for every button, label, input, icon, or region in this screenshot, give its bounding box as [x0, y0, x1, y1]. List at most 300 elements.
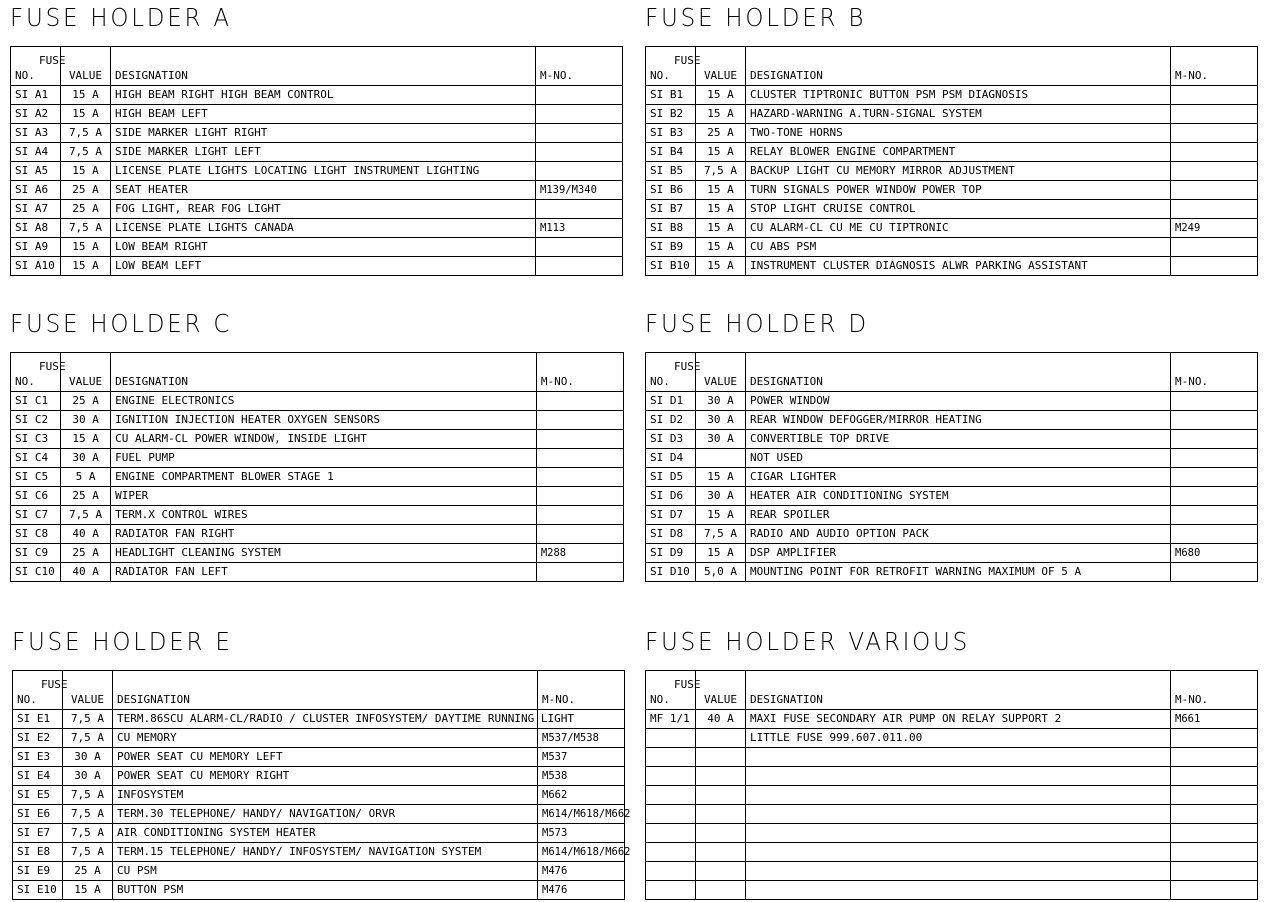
fuse-number-cell: SI A7: [11, 200, 61, 219]
fuse-mno-cell: M113: [536, 219, 623, 238]
fuse-value-cell: 7,5 A: [696, 525, 746, 544]
fuse-designation-cell: [746, 805, 1171, 824]
header-fuse-label: FUSE: [39, 360, 66, 373]
fuse-mno-cell: M288: [536, 544, 623, 563]
fuse-value-cell: 30 A: [696, 411, 746, 430]
table-row: [11, 563, 624, 582]
fuse-mno-cell: [1171, 143, 1258, 162]
fuse-mno-cell: M614/M618/M662: [538, 843, 625, 862]
fuse-number-cell: SI D8: [646, 525, 696, 544]
fuse-holder-a: [10, 4, 624, 272]
fuse-mno-cell: [1171, 449, 1258, 468]
header-fuse-label: FUSE: [674, 360, 701, 373]
fuse-value-cell: 30 A: [696, 392, 746, 411]
fuse-value-cell: 7,5 A: [63, 843, 113, 862]
table-row: [11, 392, 624, 411]
fuse-designation-cell: CLUSTER TIPTRONIC BUTTON PSM PSM DIAGNOSIS: [746, 86, 1171, 105]
fuse-value-cell: 25 A: [61, 181, 111, 200]
fuse-value-cell: 7,5 A: [61, 124, 111, 143]
table-row: [646, 124, 1258, 143]
fuse-value-cell: [696, 843, 746, 862]
header-mno-label: M-NO.: [536, 47, 623, 86]
fuse-value-cell: 5,0 A: [696, 563, 746, 582]
fuse-value-cell: 7,5 A: [63, 729, 113, 748]
table-row: [646, 767, 1258, 786]
fuse-number-cell: SI C6: [11, 487, 61, 506]
fuse-mno-cell: M573: [538, 824, 625, 843]
table-row: [11, 181, 623, 200]
fuse-designation-cell: CU ALARM-CL POWER WINDOW, INSIDE LIGHT: [111, 430, 537, 449]
fuse-mno-cell: [536, 257, 623, 276]
fuse-designation-cell: POWER WINDOW: [746, 392, 1171, 411]
fuse-value-cell: 15 A: [696, 219, 746, 238]
fuse-mno-cell: [1171, 563, 1258, 582]
fuse-designation-cell: RADIATOR FAN LEFT: [111, 563, 537, 582]
fuse-value-cell: 30 A: [61, 449, 111, 468]
fuse-designation-cell: TURN SIGNALS POWER WINDOW POWER TOP: [746, 181, 1171, 200]
fuse-designation-cell: INFOSYSTEM: [113, 786, 538, 805]
table-header-row: [13, 671, 625, 710]
table-row: [646, 563, 1258, 582]
fuse-designation-cell: BUTTON PSM: [113, 881, 538, 900]
fuse-holder-various: [645, 628, 1259, 896]
fuse-number-cell: SI B8: [646, 219, 696, 238]
table-row: [13, 729, 625, 748]
fuse-number-cell: SI E1: [13, 710, 63, 729]
fuse-designation-cell: [746, 824, 1171, 843]
table-row: [11, 411, 624, 430]
fuse-mno-cell: M537/M538: [538, 729, 625, 748]
fuse-value-cell: 30 A: [696, 487, 746, 506]
fuse-value-cell: 15 A: [696, 86, 746, 105]
fuse-designation-cell: TERM.X CONTROL WIRES: [111, 506, 537, 525]
fuse-number-cell: SI B2: [646, 105, 696, 124]
fuse-designation-cell: RELAY BLOWER ENGINE COMPARTMENT: [746, 143, 1171, 162]
header-no-cell: [11, 353, 66, 392]
fuse-designation-cell: WIPER: [111, 487, 537, 506]
fuse-value-cell: [696, 449, 746, 468]
fuse-value-cell: 7,5 A: [63, 805, 113, 824]
table-row: [11, 544, 624, 563]
table-row: [646, 143, 1258, 162]
fuse-mno-cell: [1171, 105, 1258, 124]
fuse-designation-cell: STOP LIGHT CRUISE CONTROL: [746, 200, 1171, 219]
header-no-cell: [646, 671, 701, 710]
fuse-number-cell: [646, 748, 696, 767]
fuse-mno-cell: M537: [538, 748, 625, 767]
fuse-number-cell: SI C1: [11, 392, 61, 411]
fuse-mno-cell: [536, 449, 623, 468]
table-row: [11, 86, 623, 105]
fuse-value-cell: 15 A: [696, 143, 746, 162]
fuse-designation-cell: LICENSE PLATE LIGHTS LOCATING LIGHT INSTRUMENT LIGHTING: [111, 162, 536, 181]
fuse-mno-cell: [1171, 468, 1258, 487]
fuse-mno-cell: [1171, 200, 1258, 219]
fuse-number-cell: SI D5: [646, 468, 696, 487]
fuse-number-cell: SI B7: [646, 200, 696, 219]
fuse-number-cell: SI E6: [13, 805, 63, 824]
header-value-label: VALUE: [61, 47, 111, 86]
header-no-label: NO.: [17, 693, 37, 706]
fuse-value-cell: [696, 748, 746, 767]
fuse-number-cell: SI E3: [13, 748, 63, 767]
header-fuse-label: FUSE: [41, 678, 68, 691]
fuse-number-cell: SI A1: [11, 86, 61, 105]
table-row: [646, 162, 1258, 181]
fuse-value-cell: 40 A: [696, 710, 746, 729]
fuse-designation-cell: CU ALARM-CL CU ME CU TIPTRONIC: [746, 219, 1171, 238]
fuse-mno-cell: [536, 392, 623, 411]
fuse-number-cell: SI B10: [646, 257, 696, 276]
fuse-mno-cell: [1171, 162, 1258, 181]
fuse-number-cell: [646, 729, 696, 748]
table-row: [646, 843, 1258, 862]
table-row: [11, 162, 623, 181]
fuse-mno-cell: [1171, 86, 1258, 105]
fuse-value-cell: 15 A: [61, 162, 111, 181]
fuse-value-cell: 30 A: [63, 748, 113, 767]
fuse-number-cell: SI B6: [646, 181, 696, 200]
fuse-number-cell: [646, 862, 696, 881]
fuse-value-cell: 15 A: [63, 881, 113, 900]
fuse-designation-cell: CONVERTIBLE TOP DRIVE: [746, 430, 1171, 449]
fuse-value-cell: 15 A: [696, 105, 746, 124]
fuse-number-cell: SI C3: [11, 430, 61, 449]
fuse-designation-cell: SEAT HEATER: [111, 181, 536, 200]
fuse-number-cell: SI A5: [11, 162, 61, 181]
fuse-value-cell: 7,5 A: [696, 162, 746, 181]
header-fuse-label: FUSE: [674, 678, 701, 691]
table-row: [646, 86, 1258, 105]
header-value-label: VALUE: [696, 353, 746, 392]
fuse-designation-cell: [746, 748, 1171, 767]
table-row: [11, 143, 623, 162]
fuse-table: [645, 46, 1258, 276]
fuse-table: [645, 670, 1258, 900]
fuse-number-cell: SI D9: [646, 544, 696, 563]
table-header-row: [646, 47, 1258, 86]
fuse-designation-cell: REAR SPOILER: [746, 506, 1171, 525]
fuse-number-cell: SI D6: [646, 487, 696, 506]
fuse-number-cell: SI E8: [13, 843, 63, 862]
fuse-mno-cell: [1171, 824, 1258, 843]
fuse-number-cell: SI E7: [13, 824, 63, 843]
table-row: [646, 449, 1258, 468]
fuse-designation-cell: INSTRUMENT CLUSTER DIAGNOSIS ALWR PARKING ASSISTANT: [746, 257, 1171, 276]
table-header-row: [11, 353, 624, 392]
header-designation-label: DESIGNATION: [746, 47, 1171, 86]
fuse-mno-cell: M249: [1171, 219, 1258, 238]
fuse-designation-cell: HEATER AIR CONDITIONING SYSTEM: [746, 487, 1171, 506]
fuse-designation-cell: LOW BEAM LEFT: [111, 257, 536, 276]
table-row: [646, 392, 1258, 411]
fuse-number-cell: SI C2: [11, 411, 61, 430]
fuse-number-cell: SI B5: [646, 162, 696, 181]
header-value-label: VALUE: [63, 671, 113, 710]
header-mno-label: M-NO.: [536, 353, 623, 392]
fuse-mno-cell: [536, 143, 623, 162]
fuse-holder-b: [645, 4, 1259, 272]
fuse-number-cell: [646, 786, 696, 805]
fuse-designation-cell: TERM.30 TELEPHONE/ HANDY/ NAVIGATION/ ORVR: [113, 805, 538, 824]
table-row: [13, 824, 625, 843]
fuse-designation-cell: CU PSM: [113, 862, 538, 881]
fuse-designation-cell: HAZARD-WARNING A.TURN-SIGNAL SYSTEM: [746, 105, 1171, 124]
header-mno-label: M-NO.: [1171, 353, 1258, 392]
fuse-value-cell: 15 A: [61, 238, 111, 257]
fuse-mno-cell: [536, 487, 623, 506]
fuse-value-cell: 5 A: [61, 468, 111, 487]
table-row: [646, 748, 1258, 767]
header-fuse-label: FUSE: [674, 54, 701, 67]
fuse-mno-cell: [536, 525, 623, 544]
holder-title: FUSE HOLDER VARIOUS: [645, 627, 971, 656]
fuse-designation-cell: SIDE MARKER LIGHT RIGHT: [111, 124, 536, 143]
fuse-mno-cell: [1171, 843, 1258, 862]
fuse-number-cell: SI E2: [13, 729, 63, 748]
fuse-designation-cell: CIGAR LIGHTER: [746, 468, 1171, 487]
fuse-designation-cell: RADIATOR FAN RIGHT: [111, 525, 537, 544]
table-row: [11, 105, 623, 124]
fuse-designation-cell: BACKUP LIGHT CU MEMORY MIRROR ADJUSTMENT: [746, 162, 1171, 181]
table-row: [11, 506, 624, 525]
fuse-designation-cell: POWER SEAT CU MEMORY RIGHT: [113, 767, 538, 786]
fuse-number-cell: SI A2: [11, 105, 61, 124]
fuse-mno-cell: [1171, 748, 1258, 767]
fuse-table: [645, 352, 1258, 582]
holder-title: FUSE HOLDER D: [645, 309, 869, 338]
table-row: [13, 786, 625, 805]
fuse-value-cell: 15 A: [61, 257, 111, 276]
fuse-designation-cell: NOT USED: [746, 449, 1171, 468]
table-row: [646, 805, 1258, 824]
fuse-designation-cell: [746, 843, 1171, 862]
fuse-designation-cell: HIGH BEAM LEFT: [111, 105, 536, 124]
table-row: [11, 487, 624, 506]
fuse-mno-cell: [1171, 238, 1258, 257]
fuse-value-cell: 15 A: [61, 105, 111, 124]
fuse-designation-cell: FOG LIGHT, REAR FOG LIGHT: [111, 200, 536, 219]
table-row: [646, 257, 1258, 276]
header-mno-label: M-NO.: [1171, 47, 1258, 86]
fuse-mno-cell: M476: [538, 881, 625, 900]
fuse-value-cell: [696, 786, 746, 805]
fuse-mno-cell: M139/M340: [536, 181, 623, 200]
header-designation-label: DESIGNATION: [746, 671, 1171, 710]
fuse-value-cell: [696, 824, 746, 843]
header-designation-label: DESIGNATION: [111, 47, 536, 86]
fuse-number-cell: SI C10: [11, 563, 61, 582]
fuse-number-cell: SI C5: [11, 468, 61, 487]
fuse-designation-cell: REAR WINDOW DEFOGGER/MIRROR HEATING: [746, 411, 1171, 430]
table-row: [13, 748, 625, 767]
fuse-designation-cell: [746, 862, 1171, 881]
fuse-number-cell: SI E5: [13, 786, 63, 805]
header-designation-label: DESIGNATION: [746, 353, 1171, 392]
fuse-value-cell: 25 A: [696, 124, 746, 143]
fuse-mno-cell: [1171, 430, 1258, 449]
table-row: [646, 881, 1258, 900]
table-row: [646, 200, 1258, 219]
fuse-value-cell: 15 A: [696, 257, 746, 276]
header-no-label: NO.: [15, 69, 35, 82]
table-row: [11, 257, 623, 276]
fuse-mno-cell: M662: [538, 786, 625, 805]
fuse-value-cell: 7,5 A: [63, 786, 113, 805]
fuse-designation-cell: LITTLE FUSE 999.607.011.00: [746, 729, 1171, 748]
fuse-value-cell: 7,5 A: [63, 824, 113, 843]
fuse-value-cell: 7,5 A: [63, 710, 113, 729]
fuse-value-cell: 15 A: [696, 181, 746, 200]
fuse-number-cell: SI D1: [646, 392, 696, 411]
fuse-value-cell: [696, 862, 746, 881]
fuse-designation-cell: [746, 881, 1171, 900]
fuse-mno-cell: [1171, 805, 1258, 824]
fuse-designation-cell: IGNITION INJECTION HEATER OXYGEN SENSORS: [111, 411, 537, 430]
fuse-number-cell: [646, 767, 696, 786]
fuse-mno-cell: [1171, 525, 1258, 544]
header-no-label: NO.: [650, 375, 670, 388]
fuse-holder-c: [10, 310, 626, 578]
fuse-designation-cell: AIR CONDITIONING SYSTEM HEATER: [113, 824, 538, 843]
fuse-value-cell: 25 A: [61, 200, 111, 219]
holder-title: FUSE HOLDER E: [12, 627, 233, 656]
table-header-row: [646, 353, 1258, 392]
fuse-designation-cell: MOUNTING POINT FOR RETROFIT WARNING MAXIMUM OF 5 A: [746, 563, 1171, 582]
fuse-table: [10, 46, 623, 276]
header-no-cell: [646, 353, 701, 392]
table-row: [646, 430, 1258, 449]
header-no-label: NO.: [650, 693, 670, 706]
fuse-number-cell: SI C9: [11, 544, 61, 563]
fuse-value-cell: 15 A: [696, 200, 746, 219]
fuse-number-cell: SI A8: [11, 219, 61, 238]
fuse-mno-cell: [1171, 786, 1258, 805]
header-designation-label: DESIGNATION: [111, 353, 537, 392]
fuse-value-cell: [696, 881, 746, 900]
fuse-number-cell: MF 1/1: [646, 710, 696, 729]
fuse-designation-cell: HIGH BEAM RIGHT HIGH BEAM CONTROL: [111, 86, 536, 105]
fuse-table: [10, 352, 624, 582]
fuse-mno-cell: [536, 105, 623, 124]
table-row: [11, 468, 624, 487]
fuse-value-cell: 40 A: [61, 563, 111, 582]
fuse-designation-cell: RADIO AND AUDIO OPTION PACK: [746, 525, 1171, 544]
fuse-number-cell: SI A4: [11, 143, 61, 162]
table-row: [11, 449, 624, 468]
fuse-value-cell: 15 A: [696, 238, 746, 257]
fuse-mno-cell: [536, 468, 623, 487]
fuse-table: [12, 670, 631, 900]
fuse-number-cell: SI D7: [646, 506, 696, 525]
fuse-value-cell: 25 A: [61, 487, 111, 506]
fuse-number-cell: SI A10: [11, 257, 61, 276]
header-fuse-label: FUSE: [39, 54, 66, 67]
fuse-designation-cell: [746, 767, 1171, 786]
table-row: [13, 805, 625, 824]
table-row: [646, 525, 1258, 544]
fuse-designation-cell: MAXI FUSE SECONDARY AIR PUMP ON RELAY SUPPORT 2: [746, 710, 1171, 729]
table-row: [13, 710, 625, 729]
fuse-designation-cell: CU MEMORY: [113, 729, 538, 748]
fuse-value-cell: 15 A: [696, 544, 746, 563]
fuse-mno-cell: [536, 86, 623, 105]
fuse-designation-cell: ENGINE ELECTRONICS: [111, 392, 537, 411]
table-row: [646, 411, 1258, 430]
table-row: [646, 487, 1258, 506]
fuse-designation-cell: FUEL PUMP: [111, 449, 537, 468]
fuse-value-cell: 25 A: [61, 392, 111, 411]
fuse-number-cell: SI B4: [646, 143, 696, 162]
fuse-mno-cell: M614/M618/M662: [538, 805, 625, 824]
fuse-value-cell: 15 A: [696, 506, 746, 525]
fuse-value-cell: [696, 729, 746, 748]
fuse-value-cell: 25 A: [61, 544, 111, 563]
fuse-value-cell: 40 A: [61, 525, 111, 544]
table-row: [646, 181, 1258, 200]
fuse-mno-cell: [1171, 411, 1258, 430]
fuse-mno-cell: [536, 430, 623, 449]
fuse-number-cell: SI D3: [646, 430, 696, 449]
fuse-mno-cell: [536, 563, 623, 582]
table-row: [646, 710, 1258, 729]
fuse-designation-cell: LICENSE PLATE LIGHTS CANADA: [111, 219, 536, 238]
fuse-mno-cell: M661: [1171, 710, 1258, 729]
fuse-mno-cell: [1171, 124, 1258, 143]
fuse-mno-cell: [1171, 181, 1258, 200]
fuse-number-cell: SI B9: [646, 238, 696, 257]
fuse-number-cell: SI A3: [11, 124, 61, 143]
fuse-number-cell: SI C7: [11, 506, 61, 525]
table-row: [11, 238, 623, 257]
fuse-designation-cell: HEADLIGHT CLEANING SYSTEM: [111, 544, 537, 563]
fuse-number-cell: SI B3: [646, 124, 696, 143]
fuse-designation-cell: CU ABS PSM: [746, 238, 1171, 257]
table-row: [646, 824, 1258, 843]
fuse-mno-cell: [536, 238, 623, 257]
fuse-value-cell: 30 A: [696, 430, 746, 449]
table-row: [13, 881, 625, 900]
header-no-label: NO.: [650, 69, 670, 82]
header-no-label: NO.: [15, 375, 35, 388]
holder-title: FUSE HOLDER A: [10, 3, 232, 32]
header-value-label: VALUE: [696, 671, 746, 710]
fuse-holder-e: [12, 627, 631, 896]
fuse-number-cell: SI E10: [13, 881, 63, 900]
fuse-mno-cell: [1171, 729, 1258, 748]
fuse-mno-cell: [1171, 392, 1258, 411]
fuse-mno-cell: M680: [1171, 544, 1258, 563]
fuse-value-cell: 15 A: [61, 86, 111, 105]
fuse-mno-cell: [536, 200, 623, 219]
fuse-designation-cell: TERM.86SCU ALARM-CL/RADIO / CLUSTER INFOSYSTEM/ DAYTIME RUNNING LIGHT: [113, 710, 538, 729]
table-header-row: [646, 671, 1258, 710]
fuse-value-cell: [696, 767, 746, 786]
fuse-designation-cell: SIDE MARKER LIGHT LEFT: [111, 143, 536, 162]
fuse-holder-d: [645, 310, 1259, 578]
fuse-designation-cell: [746, 786, 1171, 805]
fuse-designation-cell: DSP AMPLIFIER: [746, 544, 1171, 563]
table-row: [13, 843, 625, 862]
table-row: [646, 238, 1258, 257]
fuse-mno-cell: M538: [538, 767, 625, 786]
fuse-number-cell: SI A9: [11, 238, 61, 257]
table-row: [646, 544, 1258, 563]
holder-title: FUSE HOLDER B: [645, 3, 867, 32]
fuse-number-cell: [646, 805, 696, 824]
fuse-value-cell: 7,5 A: [61, 506, 111, 525]
fuse-mno-cell: [536, 162, 623, 181]
